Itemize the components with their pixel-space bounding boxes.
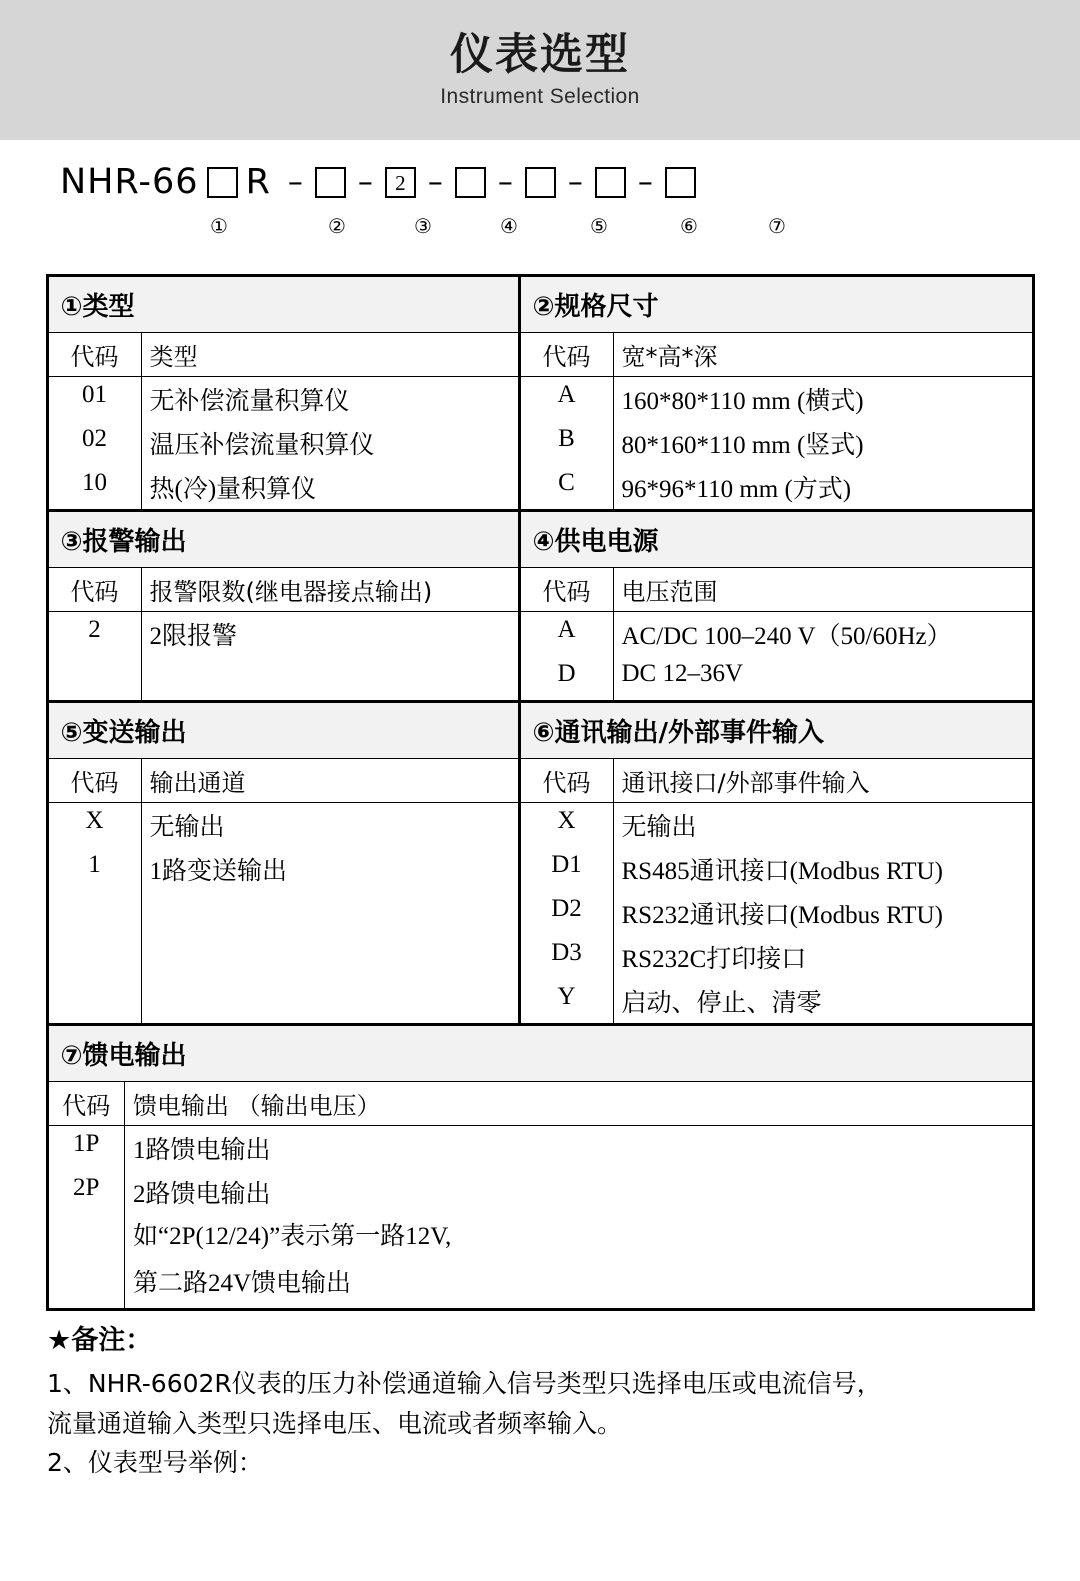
col-header-code-7: 代码 — [49, 1082, 125, 1126]
section-6-table — [521, 759, 1032, 1023]
dash-6: – — [637, 164, 653, 200]
table-row — [521, 656, 1032, 700]
code-box-7[interactable] — [665, 167, 696, 198]
section-1-table — [49, 333, 518, 509]
dash-5: – — [567, 164, 583, 200]
desc-cell: 160*80*110 mm (横式) — [621, 388, 864, 415]
marker-4: ④ — [500, 216, 518, 238]
section-transmit-output — [47, 702, 519, 1025]
table-row — [521, 935, 1032, 979]
col-header-code-3: 代码 — [49, 568, 142, 612]
section-5-table — [49, 759, 518, 1023]
table-header-row — [49, 759, 518, 803]
remarks-title: ★备注： — [47, 1324, 153, 1356]
desc-cell: AC/DC 100–240 V（50/60Hz） — [621, 623, 952, 650]
feed-note-line-1: 如“2P(12/24)”表示第一路12V, — [133, 1223, 452, 1250]
section-heading-5: ⑤变送输出 — [49, 703, 518, 759]
col-header-code-6: 代码 — [521, 759, 614, 803]
model-code-area — [0, 156, 1080, 266]
desc-cell-empty — [141, 935, 518, 979]
desc-cell: 热(冷)量积算仪 — [149, 476, 317, 503]
col-header-desc-2: 宽*高*深 — [613, 333, 1032, 377]
col-header-desc-7: 馈电输出 （输出电压） — [125, 1082, 1032, 1126]
desc-cell-empty — [141, 656, 518, 700]
desc-cell: RS232C打印接口 — [621, 946, 807, 973]
table-row — [49, 935, 518, 979]
table-row — [47, 276, 1033, 511]
dash-1: – — [287, 164, 303, 200]
desc-cell: 96*96*110 mm (方式) — [621, 476, 852, 503]
dash-3: – — [427, 164, 443, 200]
page-title: 仪表选型 — [450, 30, 630, 81]
table-row — [47, 702, 1033, 1025]
col-header-code-2: 代码 — [521, 333, 614, 377]
table-row — [49, 421, 518, 465]
dash-4: – — [497, 164, 513, 200]
code-cell: 1 — [49, 847, 142, 891]
marker-1: ① — [210, 216, 228, 238]
section-heading-1: ①类型 — [49, 277, 518, 333]
desc-cell: RS485通讯接口(Modbus RTU) — [621, 858, 943, 885]
model-code-row — [0, 156, 1080, 208]
code-cell: X — [49, 803, 142, 848]
desc-cell: 无补偿流量积算仪 — [149, 388, 350, 415]
code-cell: 01 — [49, 377, 142, 422]
section-dimensions — [519, 276, 1033, 511]
code-cell: B — [521, 421, 614, 465]
desc-cell: 启动、停止、清零 — [621, 990, 822, 1017]
desc-cell-empty — [141, 891, 518, 935]
remarks-block — [47, 1321, 1033, 1482]
table-row — [521, 847, 1032, 891]
col-header-desc-4: 电压范围 — [613, 568, 1032, 612]
table-row — [49, 465, 518, 509]
desc-cell: DC 12–36V — [621, 660, 744, 687]
section-type — [47, 276, 519, 511]
section-4-table — [521, 568, 1032, 700]
code-cell: D — [521, 656, 614, 700]
code-cell: 10 — [49, 465, 142, 509]
col-header-code-5: 代码 — [49, 759, 142, 803]
code-cell-empty — [49, 656, 142, 700]
code-cell: 1P — [49, 1126, 125, 1171]
section-heading-3: ③报警输出 — [49, 512, 518, 568]
code-cell: D1 — [521, 847, 614, 891]
desc-cell: 无输出 — [149, 814, 225, 841]
section-heading-6: ⑥通讯输出/外部事件输入 — [521, 703, 1032, 759]
code-cell: D3 — [521, 935, 614, 979]
table-row — [521, 377, 1032, 422]
code-cell: 02 — [49, 421, 142, 465]
code-cell-empty — [49, 1261, 125, 1308]
code-cell-empty — [49, 935, 142, 979]
col-header-desc-1: 类型 — [141, 333, 518, 377]
feed-note-line-2: 第二路24V馈电输出 — [133, 1269, 352, 1297]
desc-cell: 2限报警 — [149, 623, 238, 650]
code-box-6[interactable] — [595, 167, 626, 198]
marker-5: ⑤ — [590, 216, 608, 238]
desc-cell: 1路馈电输出 — [133, 1137, 271, 1164]
table-row — [49, 847, 518, 891]
code-box-5[interactable] — [525, 167, 556, 198]
desc-cell: 80*160*110 mm (竖式) — [621, 432, 864, 459]
code-cell: C — [521, 465, 614, 509]
section-communication-output — [519, 702, 1033, 1025]
section-power-supply — [519, 511, 1033, 702]
desc-cell: 温压补偿流量积算仪 — [149, 432, 375, 459]
table-row — [49, 1126, 1032, 1171]
page-header-banner — [0, 0, 1080, 140]
desc-cell: RS232通讯接口(Modbus RTU) — [621, 902, 943, 929]
col-header-desc-5: 输出通道 — [141, 759, 518, 803]
model-prefix: NHR-66 — [60, 162, 199, 202]
table-header-row — [49, 568, 518, 612]
table-row — [521, 421, 1032, 465]
code-cell: 2P — [49, 1170, 125, 1214]
table-row — [521, 465, 1032, 509]
remarks-line-1: 1、NHR-6602R仪表的压力补偿通道输入信号类型只选择电压或电流信号， — [47, 1369, 882, 1398]
section-alarm-output — [47, 511, 519, 702]
specification-table — [46, 274, 1035, 1311]
desc-cell: 无输出 — [621, 814, 697, 841]
col-header-code-4: 代码 — [521, 568, 614, 612]
col-header-code-1: 代码 — [49, 333, 142, 377]
table-row — [47, 511, 1033, 702]
marker-2: ② — [328, 216, 346, 238]
table-header-row — [49, 1082, 1032, 1126]
code-cell: A — [521, 377, 614, 422]
marker-6: ⑥ — [680, 216, 698, 238]
table-header-row — [521, 333, 1032, 377]
code-cell: D2 — [521, 891, 614, 935]
table-row — [521, 612, 1032, 657]
model-r-letter: R — [245, 162, 270, 202]
table-row — [49, 656, 518, 700]
section-3-table — [49, 568, 518, 700]
code-box-2[interactable] — [315, 167, 346, 198]
code-cell: Y — [521, 979, 614, 1023]
code-box-3[interactable]: 2 — [385, 167, 416, 198]
remarks-line-3: 2、仪表型号举例： — [47, 1448, 263, 1477]
marker-3: ③ — [414, 216, 432, 238]
section-heading-4: ④供电电源 — [521, 512, 1032, 568]
table-row — [49, 891, 518, 935]
table-header-row — [521, 759, 1032, 803]
code-cell: X — [521, 803, 614, 848]
section-2-table — [521, 333, 1032, 509]
table-row — [49, 612, 518, 657]
dash-2: – — [357, 164, 373, 200]
desc-cell: 2路馈电输出 — [133, 1181, 271, 1208]
code-cell-empty — [49, 891, 142, 935]
section-7-table — [49, 1082, 1032, 1308]
code-box-4[interactable] — [455, 167, 486, 198]
table-row — [49, 377, 518, 422]
code-cell: A — [521, 612, 614, 657]
page-subtitle: Instrument Selection — [440, 84, 640, 108]
remarks-line-2: 流量通道输入类型只选择电压、电流或者频率输入。 — [47, 1408, 623, 1438]
table-row — [49, 1214, 1032, 1261]
section-heading-7: ⑦馈电输出 — [49, 1026, 1032, 1082]
table-row — [521, 979, 1032, 1023]
table-row — [521, 891, 1032, 935]
col-header-desc-3: 报警限数(继电器接点输出) — [141, 568, 518, 612]
code-cell: 2 — [49, 612, 142, 657]
marker-7: ⑦ — [768, 216, 786, 238]
code-box-1[interactable] — [207, 167, 238, 198]
table-row — [49, 1170, 1032, 1214]
code-cell-empty — [49, 1214, 125, 1261]
col-header-desc-6: 通讯接口/外部事件输入 — [613, 759, 1032, 803]
table-header-row — [521, 568, 1032, 612]
desc-cell-empty — [141, 979, 518, 1023]
section-feed-output — [47, 1025, 1033, 1310]
table-row — [49, 803, 518, 848]
table-row — [49, 979, 518, 1023]
table-row — [521, 803, 1032, 848]
code-cell-empty — [49, 979, 142, 1023]
table-row — [49, 1261, 1032, 1308]
table-row — [47, 1025, 1033, 1310]
section-heading-2: ②规格尺寸 — [521, 277, 1032, 333]
table-header-row — [49, 333, 518, 377]
desc-cell: 1路变送输出 — [149, 858, 288, 885]
